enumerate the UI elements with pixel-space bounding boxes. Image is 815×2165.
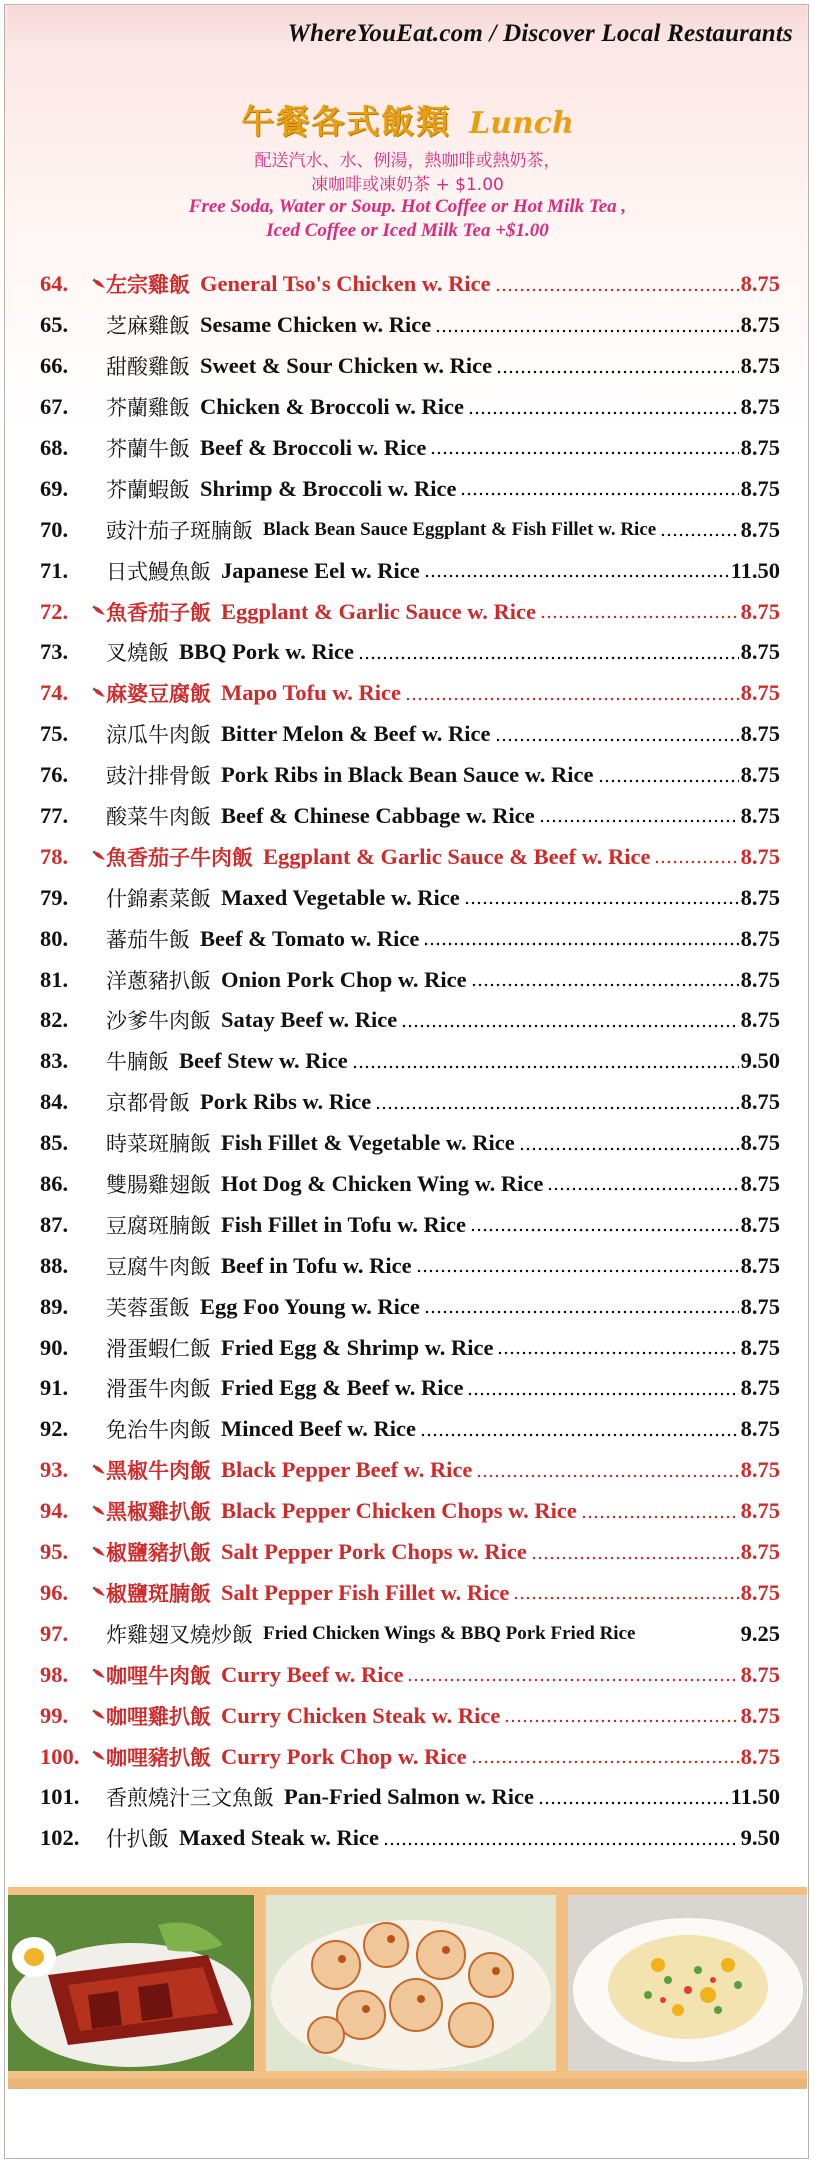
menu-item xyxy=(40,264,780,305)
item-price: 8.75 xyxy=(740,353,780,379)
menu-item xyxy=(40,1082,780,1123)
item-price: 8.75 xyxy=(740,1498,780,1524)
item-price: 8.75 xyxy=(740,271,780,297)
item-number: 92. xyxy=(40,1416,69,1442)
item-number: 66. xyxy=(40,353,69,379)
pepper-icon xyxy=(92,1582,106,1603)
item-name-en: Sesame Chicken w. Rice xyxy=(200,312,432,338)
menu-item xyxy=(40,591,780,632)
item-name-zh: 京都骨飯 xyxy=(106,1091,190,1116)
item-name-en: BBQ Pork w. Rice xyxy=(179,639,354,665)
item-price: 8.75 xyxy=(740,1252,780,1278)
item-number: 65. xyxy=(40,312,69,338)
item-number: 75. xyxy=(40,721,69,747)
item-price: 8.75 xyxy=(740,1457,780,1483)
item-name-en: Beef & Chinese Cabbage w. Rice xyxy=(221,803,535,829)
menu-item xyxy=(40,1000,780,1041)
item-name-en: Black Bean Sauce Eggplant & Fish Fillet w. Rice xyxy=(263,518,657,540)
item-name-zh: 豆腐牛肉飯 xyxy=(106,1254,211,1279)
menu-item xyxy=(40,1204,780,1245)
item-number: 70. xyxy=(40,516,69,542)
item-price: 8.75 xyxy=(740,925,780,951)
item-name-en: Minced Beef w. Rice xyxy=(221,1416,416,1442)
item-price: 8.75 xyxy=(740,1702,780,1728)
dot-leader xyxy=(654,851,738,865)
dot-leader xyxy=(598,770,739,784)
section-note-zh-1: 配送汽水、水、例湯，熱咖啡或熱奶茶， xyxy=(254,151,561,171)
menu-item xyxy=(40,1532,780,1573)
dot-leader xyxy=(420,1424,739,1438)
item-price: 8.75 xyxy=(740,1579,780,1605)
dot-leader xyxy=(519,1138,739,1152)
item-price: 8.75 xyxy=(740,762,780,788)
item-number: 82. xyxy=(40,1007,69,1033)
item-price: 8.75 xyxy=(740,1007,780,1033)
item-number: 72. xyxy=(40,598,69,624)
item-number: 77. xyxy=(40,803,69,829)
item-name-en: Fried Egg & Shrimp w. Rice xyxy=(221,1334,494,1360)
food-photo-strip xyxy=(8,1887,807,2079)
item-name-en: Eggplant & Garlic Sauce & Beef w. Rice xyxy=(263,843,651,869)
item-number: 97. xyxy=(40,1620,69,1646)
menu-item xyxy=(40,1818,780,1859)
item-name-en: Fish Fillet & Vegetable w. Rice xyxy=(221,1130,515,1156)
item-name-zh: 蕃茄牛飯 xyxy=(106,927,190,952)
item-number: 91. xyxy=(40,1375,69,1401)
menu-item xyxy=(40,877,780,918)
item-name-en: Fried Chicken Wings & BBQ Pork Fried Rice xyxy=(263,1622,636,1644)
item-name-en: Black Pepper Beef w. Rice xyxy=(221,1457,473,1483)
item-name-zh: 香煎燒汁三文魚飯 xyxy=(106,1786,274,1811)
item-name-en: Mapo Tofu w. Rice xyxy=(221,680,402,706)
item-name-zh: 黑椒牛肉飯 xyxy=(106,1458,211,1484)
item-number: 99. xyxy=(40,1702,69,1728)
menu-item xyxy=(40,1409,780,1450)
menu-item xyxy=(40,1736,780,1777)
menu-item xyxy=(40,1450,780,1491)
shrimp-dish-photo xyxy=(266,1895,556,2071)
item-name-zh: 沙爹牛肉飯 xyxy=(106,1009,211,1034)
item-number: 80. xyxy=(40,925,69,951)
item-number: 98. xyxy=(40,1661,69,1687)
dot-leader xyxy=(497,1342,738,1356)
dot-leader xyxy=(405,688,739,702)
pepper-icon xyxy=(92,1460,106,1481)
section-title-zh: 午餐各式飯類 xyxy=(241,102,452,141)
dot-leader xyxy=(424,565,729,579)
item-price: 8.75 xyxy=(740,516,780,542)
dot-leader xyxy=(424,1301,739,1315)
item-name-en: Black Pepper Chicken Chops w. Rice xyxy=(221,1498,577,1524)
item-number: 90. xyxy=(40,1334,69,1360)
item-number: 74. xyxy=(40,680,69,706)
item-name-en: Beef in Tofu w. Rice xyxy=(221,1252,412,1278)
dot-leader xyxy=(467,1383,738,1397)
menu-item xyxy=(40,1123,780,1164)
item-number: 81. xyxy=(40,966,69,992)
item-name-zh: 牛腩飯 xyxy=(106,1050,169,1075)
dot-leader xyxy=(540,606,739,620)
item-name-en: Eggplant & Garlic Sauce w. Rice xyxy=(221,598,536,624)
item-number: 101. xyxy=(40,1784,80,1810)
menu-item xyxy=(40,1654,780,1695)
menu-item xyxy=(40,305,780,346)
menu-item xyxy=(40,550,780,591)
dot-leader xyxy=(660,524,738,538)
item-price: 8.75 xyxy=(740,966,780,992)
menu-item xyxy=(40,1327,780,1368)
item-name-zh: 魚香茄子牛肉飯 xyxy=(106,844,253,870)
item-number: 95. xyxy=(40,1539,69,1565)
item-price: 11.50 xyxy=(730,557,780,583)
dot-leader xyxy=(471,974,739,988)
item-number: 64. xyxy=(40,271,69,297)
menu-item xyxy=(40,1777,780,1818)
dot-leader xyxy=(471,1751,739,1765)
item-price: 8.75 xyxy=(740,1539,780,1565)
item-name-en: Curry Beef w. Rice xyxy=(221,1661,404,1687)
section-note-en-1: Free Soda, Water or Soup. Hot Coffee or Hot Milk Tea , xyxy=(188,196,627,217)
item-name-en: Pork Ribs in Black Bean Sauce w. Rice xyxy=(221,762,594,788)
item-name-en: Pork Ribs w. Rice xyxy=(200,1089,372,1115)
item-name-zh: 豉汁排骨飯 xyxy=(106,764,211,789)
item-number: 71. xyxy=(40,557,69,583)
dot-leader xyxy=(495,279,739,293)
menu-item xyxy=(40,1613,780,1654)
menu-item xyxy=(40,714,780,755)
item-price: 8.75 xyxy=(740,435,780,460)
item-name-zh: 什錦素菜飯 xyxy=(106,886,211,911)
section-title xyxy=(0,96,815,143)
item-name-en: Egg Foo Young w. Rice xyxy=(200,1293,420,1319)
dot-leader xyxy=(383,1833,739,1847)
item-number: 78. xyxy=(40,843,69,869)
item-name-zh: 炸雞翅叉燒炒飯 xyxy=(106,1622,253,1647)
item-price: 8.75 xyxy=(740,1661,780,1687)
item-price: 8.75 xyxy=(740,1293,780,1319)
item-price: 8.75 xyxy=(740,1743,780,1769)
dot-leader xyxy=(496,361,739,375)
menu-item xyxy=(40,918,780,959)
item-price: 8.75 xyxy=(740,721,780,747)
item-price: 9.50 xyxy=(740,1825,780,1851)
pepper-icon xyxy=(92,274,106,295)
menu-item xyxy=(40,1695,780,1736)
menu-item xyxy=(40,1573,780,1614)
menu-list xyxy=(40,264,780,1859)
item-name-zh: 左宗雞飯 xyxy=(106,272,190,298)
item-number: 102. xyxy=(40,1825,80,1851)
dot-leader xyxy=(401,1015,738,1029)
item-number: 89. xyxy=(40,1293,69,1319)
item-number: 83. xyxy=(40,1048,69,1074)
item-name-en: Fish Fillet in Tofu w. Rice xyxy=(221,1211,467,1237)
item-price: 8.75 xyxy=(740,639,780,665)
item-name-zh: 黑椒雞扒飯 xyxy=(106,1499,211,1525)
item-number: 93. xyxy=(40,1457,69,1483)
item-name-zh: 豉汁茄子斑腩飯 xyxy=(106,518,253,543)
item-price: 8.75 xyxy=(740,680,780,706)
pepper-icon xyxy=(92,1542,106,1563)
item-price: 8.75 xyxy=(740,884,780,910)
item-name-en: Hot Dog & Chicken Wing w. Rice xyxy=(221,1171,544,1197)
item-name-zh: 魚香茄子飯 xyxy=(106,599,211,625)
item-price: 8.75 xyxy=(740,1089,780,1115)
menu-item xyxy=(40,796,780,837)
item-number: 96. xyxy=(40,1579,69,1605)
menu-item xyxy=(40,836,780,877)
menu-item xyxy=(40,468,780,509)
item-name-en: Beef Stew w. Rice xyxy=(179,1048,348,1074)
item-name-en: Beef & Broccoli w. Rice xyxy=(200,435,427,460)
item-number: 94. xyxy=(40,1498,69,1524)
item-name-zh: 芥蘭牛飯 xyxy=(106,437,190,461)
item-number: 79. xyxy=(40,884,69,910)
item-price: 8.75 xyxy=(740,1130,780,1156)
pepper-icon xyxy=(92,1746,106,1767)
menu-item xyxy=(40,509,780,550)
bbq-pork-rice-photo xyxy=(8,1895,254,2071)
site-banner[interactable]: WhereYouEat.com / Discover Local Restaurants xyxy=(287,20,793,47)
dot-leader xyxy=(639,1628,738,1642)
menu-item xyxy=(40,1041,780,1082)
dot-leader xyxy=(547,1178,738,1192)
item-price: 8.75 xyxy=(740,1171,780,1197)
item-price: 8.75 xyxy=(740,1334,780,1360)
item-number: 86. xyxy=(40,1171,69,1197)
menu-item xyxy=(40,632,780,673)
dot-leader xyxy=(423,933,738,947)
item-name-en: Shrimp & Broccoli w. Rice xyxy=(200,475,457,501)
item-name-zh: 日式鰻魚飯 xyxy=(106,559,211,584)
footer-bar xyxy=(8,2079,807,2089)
pepper-icon xyxy=(92,846,106,867)
item-price: 9.25 xyxy=(740,1620,780,1646)
section-note-zh-2: 凍咖啡或凍奶茶 + $1.00 xyxy=(311,175,504,195)
item-price: 8.75 xyxy=(740,598,780,624)
menu-item xyxy=(40,959,780,1000)
pepper-icon xyxy=(92,1501,106,1522)
dot-leader xyxy=(581,1506,739,1520)
dot-leader xyxy=(539,810,739,824)
item-price: 8.75 xyxy=(740,1375,780,1401)
item-name-zh: 涼瓜牛肉飯 xyxy=(106,723,211,748)
item-name-zh: 滑蛋蝦仁飯 xyxy=(106,1336,211,1361)
item-name-en: Curry Pork Chop w. Rice xyxy=(221,1743,467,1769)
item-name-zh: 芥蘭雞飯 xyxy=(106,396,190,421)
menu-item xyxy=(40,1491,780,1532)
item-name-zh: 芙蓉蛋飯 xyxy=(106,1295,190,1320)
menu-item xyxy=(40,755,780,796)
item-price: 8.75 xyxy=(740,843,780,869)
item-name-en: Curry Chicken Steak w. Rice xyxy=(221,1702,501,1728)
item-name-zh: 麻婆豆腐飯 xyxy=(106,681,211,707)
item-name-en: Japanese Eel w. Rice xyxy=(221,557,420,583)
item-name-zh: 芥蘭蝦飯 xyxy=(106,477,190,502)
menu-item xyxy=(40,1368,780,1409)
section-note-en-2: Iced Coffee or Iced Milk Tea +$1.00 xyxy=(266,220,549,241)
menu-item xyxy=(40,428,780,469)
item-name-en: Maxed Vegetable w. Rice xyxy=(221,884,460,910)
item-name-zh: 酸菜牛肉飯 xyxy=(106,805,211,830)
item-number: 76. xyxy=(40,762,69,788)
dot-leader xyxy=(495,729,739,743)
item-price: 8.75 xyxy=(740,475,780,501)
pepper-icon xyxy=(92,683,106,704)
dot-leader xyxy=(358,647,739,661)
item-price: 9.50 xyxy=(740,1048,780,1074)
item-name-zh: 咖哩豬扒飯 xyxy=(106,1744,211,1770)
item-name-zh: 叉燒飯 xyxy=(106,641,169,666)
item-number: 85. xyxy=(40,1130,69,1156)
item-number: 68. xyxy=(40,435,69,460)
item-number: 69. xyxy=(40,475,69,501)
dot-leader xyxy=(407,1669,738,1683)
dot-leader xyxy=(476,1465,738,1479)
dot-leader xyxy=(416,1260,739,1274)
dot-leader xyxy=(538,1792,729,1806)
item-number: 84. xyxy=(40,1089,69,1115)
menu-item xyxy=(40,1286,780,1327)
item-name-en: Chicken & Broccoli w. Rice xyxy=(200,394,464,420)
item-name-en: Onion Pork Chop w. Rice xyxy=(221,966,467,992)
dot-leader xyxy=(531,1547,739,1561)
item-name-zh: 咖哩雞扒飯 xyxy=(106,1703,211,1729)
item-price: 8.75 xyxy=(740,803,780,829)
menu-item xyxy=(40,346,780,387)
dot-leader xyxy=(464,892,739,906)
section-title-en: Lunch xyxy=(469,106,574,141)
item-price: 8.75 xyxy=(740,1416,780,1442)
item-name-zh: 滑蛋牛肉飯 xyxy=(106,1377,211,1402)
pepper-icon xyxy=(92,601,106,622)
dot-leader xyxy=(375,1097,738,1111)
item-name-en: Fried Egg & Beef w. Rice xyxy=(221,1375,464,1401)
item-name-en: Beef & Tomato w. Rice xyxy=(200,925,420,951)
item-name-en: General Tso's Chicken w. Rice xyxy=(200,271,491,297)
item-name-zh: 洋蔥豬扒飯 xyxy=(106,968,211,993)
item-name-en: Salt Pepper Pork Chops w. Rice xyxy=(221,1539,527,1565)
item-name-zh: 椒鹽豬扒飯 xyxy=(106,1540,211,1566)
dot-leader xyxy=(352,1056,739,1070)
item-number: 100. xyxy=(40,1743,80,1769)
dot-leader xyxy=(460,483,738,497)
item-price: 8.75 xyxy=(740,1211,780,1237)
item-price: 11.50 xyxy=(730,1784,780,1810)
fried-rice-photo xyxy=(568,1895,807,2071)
item-name-en: Pan-Fried Salmon w. Rice xyxy=(284,1784,534,1810)
item-name-en: Bitter Melon & Beef w. Rice xyxy=(221,721,491,747)
item-name-zh: 豆腐斑腩飯 xyxy=(106,1213,211,1238)
dot-leader xyxy=(504,1710,738,1724)
item-name-zh: 椒鹽斑腩飯 xyxy=(106,1580,211,1606)
menu-item xyxy=(40,387,780,428)
item-name-en: Sweet & Sour Chicken w. Rice xyxy=(200,353,493,379)
item-name-zh: 咖哩牛肉飯 xyxy=(106,1662,211,1688)
menu-item xyxy=(40,673,780,714)
item-name-zh: 什扒飯 xyxy=(106,1827,169,1852)
item-number: 73. xyxy=(40,639,69,665)
item-name-en: Satay Beef w. Rice xyxy=(221,1007,398,1033)
item-name-zh: 雙腸雞翅飯 xyxy=(106,1173,211,1198)
item-name-zh: 甜酸雞飯 xyxy=(106,355,190,380)
dot-leader xyxy=(470,1219,739,1233)
dot-leader xyxy=(430,442,738,456)
item-price: 8.75 xyxy=(740,394,780,420)
item-name-en: Maxed Steak w. Rice xyxy=(179,1825,379,1851)
dot-leader xyxy=(513,1587,738,1601)
pepper-icon xyxy=(92,1664,106,1685)
item-name-zh: 時菜斑腩飯 xyxy=(106,1132,211,1157)
item-number: 88. xyxy=(40,1252,69,1278)
dot-leader xyxy=(435,320,738,334)
menu-item xyxy=(40,1245,780,1286)
item-name-zh: 芝麻雞飯 xyxy=(106,314,190,339)
item-number: 87. xyxy=(40,1211,69,1237)
dot-leader xyxy=(468,402,739,416)
item-name-en: Salt Pepper Fish Fillet w. Rice xyxy=(221,1579,510,1605)
item-number: 67. xyxy=(40,394,69,420)
item-price: 8.75 xyxy=(740,312,780,338)
pepper-icon xyxy=(92,1705,106,1726)
item-name-zh: 免治牛肉飯 xyxy=(106,1418,211,1443)
menu-item xyxy=(40,1164,780,1205)
